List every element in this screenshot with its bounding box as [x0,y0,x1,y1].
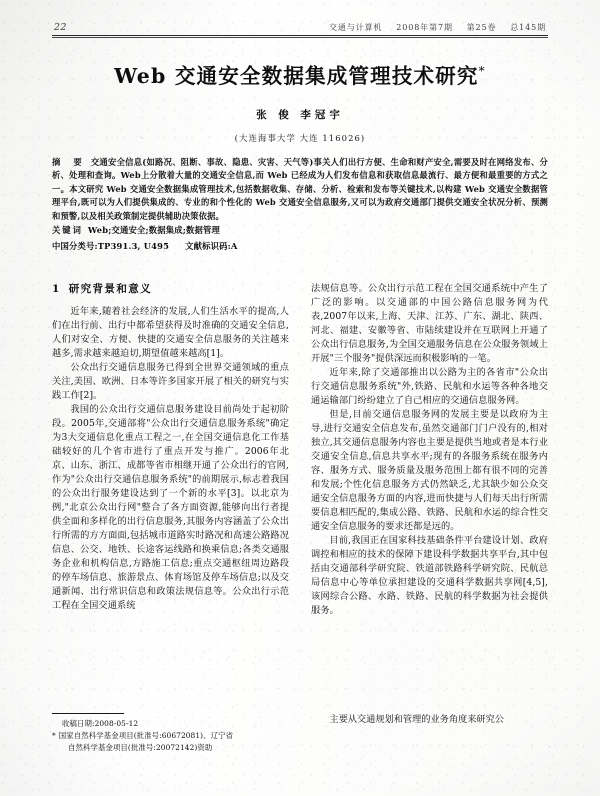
author-list: 张 俊 李冠宇 [256,108,344,121]
paragraph: 目前,我国正在国家科技基础条件平台建设计划、政府调控和相应的技术的保障下建设科学数据共享平台,其中包括由交通部科学研究院、铁道部铁路科学研究院、民航总局信息中心等单位承担建设的交通科学数据共享网[4,5],该网综合公路、水路、铁路、民航的科学数据为社会提供服务。 [311,534,548,616]
page-title [52,64,548,89]
paragraph: 我国的公众出行交通信息服务建设目前尚处于起初阶段。2005年,交通部将"公众出行交通信息服务系统"确定为3大交通信息化重点工程之一,在全国交通信息化工作基础较好的几个省市进行了重点开发与推广。2006年北京、山东、浙江、成都等省市相继开通了公众出行的官网,作为"公众出行交通信息服务系统"的前期展示,标志着我国的公众出行服务建设达到了一个新的水平[3]。以北京为例,"北京公众出行网"整合了各方面资源,能够向出行者提供全面和多样化的出行信息服务,其服务内容涵盖了公众出行所需的方方面面,包括城市道路实时路况和高速公路路况信息、公交、地铁、长途客运线路和换乘信息;各类交通服务企业和机构信息,方路施工信息;重点交通枢纽周边路段的停车场信息、旅游景点、体育场馆及停车场信息;以及交通新闻、出行常识信息和政策法规信息等。公众出行示范工程在全国交通系统 [52,403,289,611]
keywords-text: Web;交通安全;数据集成;数据管理 [87,225,220,236]
journal-info [329,22,546,33]
funding-line-2: 自然科学基金项目(批准号:20072142)资助 [68,742,213,752]
received-date-line: 收稿日期:2008-05-12 [62,719,139,728]
received-label: 收稿日期 [62,719,92,728]
paragraph: 法规信息等。公众出行示范工程在全国交通系统中产生了广泛的影响。以交通部的中国公路信息服务网为代表,2007年以来,上海、天津、江苏、广东、湖北、陕西、河北、福建、安徽等省、市陆续建设并在互联网上开通了公众出行信息服务,为全国交通服务信息在公众服务领域上开展"三个服务"提供深远而积极影响的一笔。 [311,283,548,364]
title-footnote-mark: * [478,64,486,79]
journal-serial: 总145期 [510,23,546,32]
page-header-block [52,22,548,254]
page-number: 22 [54,22,67,33]
keywords-label: 关键词 [52,225,83,236]
abstract-text: 交通安全信息(如路况、阻断、事故、隐患、灾害、天气等)事关人们出行方便、生命和财产安全,需要及时在网络发布、分析、处理和查询。Web上分散着大量的交通安全信息,而 Web 已经成为人们发布信息和获取信息最流行、最方便和最重要的方式之一。本文研究 Web 交通安全数据集成管理技术,包括数据收集、存储、分析、检索和发布等关键技术,以构建 Web 交通安全数据管理平台,既可以为人们提供集成的、专业的和个性化的 Web 交通安全信息服务,又可以为政府交通部门提供交通安全状况分析、预测和预警,以及相关政策制定提供辅助决策依据。 [52,156,548,221]
column-right [311,282,548,752]
footnote-block [52,713,289,754]
abstract-label: 摘 要 [52,156,87,167]
section-title: 研究背景和意义 [68,283,153,295]
section-number: 1 [52,283,61,295]
running-head [52,22,548,35]
funding-text-1: 国家自然科学基金项目(批准号:60672081)、辽宁省 [58,730,234,740]
paragraph: 主要从交通规划和管理的业务角度来研究公 [329,714,504,725]
received-value: 2008-05-12 [94,719,139,728]
classification-label: 中国分类号 [52,240,95,251]
journal-name: 交通与计算机 [329,23,383,32]
footnote-rule [52,713,124,714]
body-columns [52,282,548,752]
doc-code-value: A [230,240,238,251]
footnote-star: * [52,730,56,740]
column-right-tail [311,713,548,727]
doc-code-label: 文献标识码 [185,240,228,251]
funding-line-1 [52,730,289,742]
journal-volume: 第25卷 [466,23,497,32]
classification-value: TP391.3, U495 [97,240,170,251]
section-heading-1 [52,282,289,298]
keywords-line [52,223,548,238]
header-rule [52,35,548,38]
affiliation: (大连海事大学 大连 116026) [234,132,366,143]
paragraph: 近年来,除了交通部推出以公路为主的各省市"公众出行交通信息服务系统"外,铁路、民航和水运等各种各地交通运输部门纷纷建立了自己相应的交通信息服务网。 [311,366,548,406]
column-left [52,282,289,752]
classification-line: 中国分类号:TP391.3, U495 文献标识码:A [52,240,238,251]
journal-issue: 2008年第7期 [396,23,453,32]
abstract [52,156,548,223]
paragraph: 但是,目前交通信息服务网的发展主要是以政府为主导,进行交通安全信息发布,虽然交通部门门户没有的,相对独立,其交通信息服务内容也主要是提供当地或者是本行业交通安全信息,信息共享水平;现有的各服务系统在服务内容、服务方式、服务质量及服务范围上都有很不同的完善和发展;个性化信息服务方式仍然缺乏,尤其缺少如公众交通安全信息服务方面的内容,进而快捷与人们每天出行所需要信息相匹配的,集成公路、铁路、民航和水运的综合性交通安全信息服务的要求还都是远的。 [311,408,548,532]
title-text: Web 交通安全数据集成管理技术研究 [114,64,479,89]
paragraph: 公众出行交通信息服务已得到全世界交通领域的重点关注,美国、欧洲、日本等许多国家开展了相关的研究与实践工作[2]。 [52,361,289,401]
paragraph: 近年来,随着社会经济的发展,人们生活水平的提高,人们在出行前、出行中都希望获得及时准确的交通安全信息,人们对安全、方便、快捷的交通安全信息服务的关注越来越多,需求越来越迫切,期望值越来越高[1]。 [52,305,289,359]
